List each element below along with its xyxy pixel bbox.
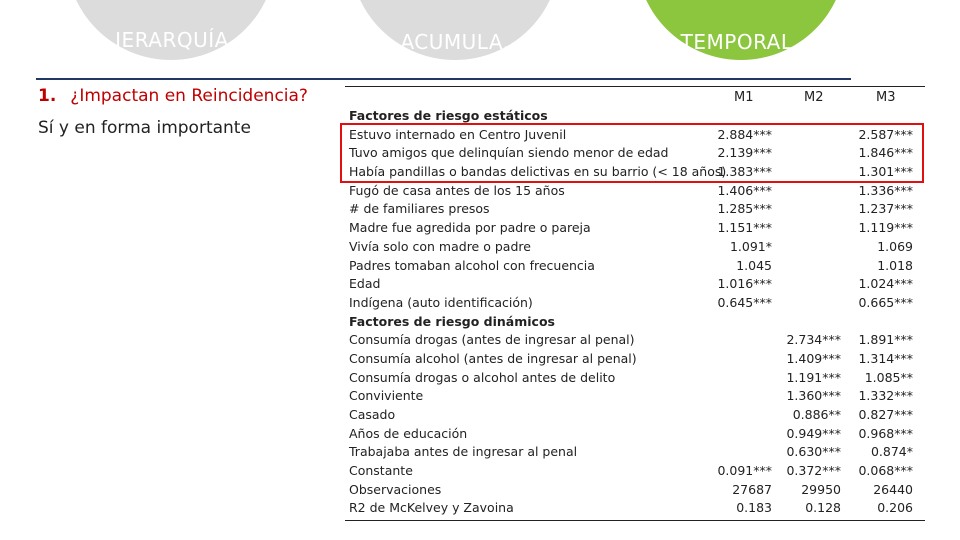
cell-m2: 29950 bbox=[801, 481, 841, 497]
row-label: Fugó de casa antes de los 15 años bbox=[349, 182, 565, 198]
cell-m1: 1.406*** bbox=[717, 182, 772, 198]
table-row bbox=[345, 182, 925, 201]
cell-m3: 26440 bbox=[873, 481, 913, 497]
row-label: Observaciones bbox=[349, 481, 442, 497]
cell-m3: 1.332*** bbox=[858, 388, 913, 404]
col-header-m3: M3 bbox=[876, 90, 896, 105]
cell-m2: 0.128 bbox=[805, 500, 841, 516]
cell-m2: 2.734*** bbox=[786, 332, 841, 348]
row-label: Indígena (auto identificación) bbox=[349, 294, 533, 310]
table-row bbox=[345, 369, 925, 388]
table-row bbox=[345, 350, 925, 369]
row-label: Había pandillas o bandas delictivas en su barrio (< 18 años) bbox=[349, 164, 727, 180]
row-label: Madre fue agredida por padre o pareja bbox=[349, 220, 591, 236]
cell-m1: 1.285*** bbox=[717, 201, 772, 217]
table-row bbox=[345, 481, 925, 500]
row-label: Edad bbox=[349, 276, 381, 292]
answer-text: Sí y en forma importante bbox=[38, 118, 251, 138]
cell-m2: 1.360*** bbox=[786, 388, 841, 404]
cell-m1: 1.016*** bbox=[717, 276, 772, 292]
table-row bbox=[345, 406, 925, 425]
table-row bbox=[345, 219, 925, 238]
cell-m2: 0.949*** bbox=[786, 425, 841, 441]
row-label: Tuvo amigos que delinquían siendo menor de edad bbox=[349, 145, 669, 161]
cell-m3: 1.314*** bbox=[858, 350, 913, 366]
row-label: Conviviente bbox=[349, 388, 424, 404]
question bbox=[38, 86, 308, 106]
cell-m1: 2.139*** bbox=[717, 145, 772, 161]
circle-label-acumula: ACUMULA. bbox=[400, 30, 510, 54]
cell-m3: 0.968*** bbox=[858, 425, 913, 441]
cell-m3: 1.018 bbox=[877, 257, 913, 273]
table-row bbox=[345, 331, 925, 350]
cell-m3: 0.206 bbox=[877, 500, 913, 516]
cell-m3: 1.301*** bbox=[858, 164, 913, 180]
cell-m2: 1.409*** bbox=[786, 350, 841, 366]
table-row bbox=[345, 238, 925, 257]
cell-m3: 0.068*** bbox=[858, 463, 913, 479]
cell-m3: 1.891*** bbox=[858, 332, 913, 348]
circle-label-jerarquia: JERARQUÍA bbox=[115, 28, 229, 52]
table-row bbox=[345, 257, 925, 276]
row-label: Años de educación bbox=[349, 425, 468, 441]
cell-m1: 1.091* bbox=[729, 238, 772, 254]
cell-m3: 1.069 bbox=[877, 238, 913, 254]
row-label: Padres tomaban alcohol con frecuencia bbox=[349, 257, 595, 273]
cell-m2: 0.886** bbox=[792, 407, 841, 422]
cell-m1: 1.045 bbox=[736, 257, 772, 273]
cell-m1: 0.645*** bbox=[717, 294, 772, 310]
col-header-m1: M1 bbox=[734, 90, 754, 105]
cell-m3: 1.085** bbox=[864, 369, 913, 385]
cell-m3: 0.874* bbox=[870, 444, 913, 460]
section-label: Factores de riesgo estáticos bbox=[349, 108, 548, 123]
cell-m3: 0.665*** bbox=[858, 294, 913, 310]
table-section-row bbox=[345, 313, 925, 332]
row-label: Consumía drogas (antes de ingresar al penal) bbox=[349, 332, 635, 348]
cell-m1: 0.091*** bbox=[717, 463, 772, 479]
cell-m3: 1.237*** bbox=[858, 201, 913, 217]
cell-m3: 1.024*** bbox=[858, 276, 913, 292]
section-label: Factores de riesgo dinámicos bbox=[349, 313, 555, 329]
cell-m1: 1.383*** bbox=[717, 164, 772, 180]
row-label: Constante bbox=[349, 463, 413, 479]
row-label: R2 de McKelvey y Zavoina bbox=[349, 500, 514, 516]
table-row bbox=[345, 200, 925, 219]
table-row bbox=[345, 387, 925, 406]
cell-m1: 2.884*** bbox=[717, 126, 772, 142]
cell-m2: 0.630*** bbox=[786, 444, 841, 460]
table-row bbox=[345, 425, 925, 444]
row-label: Consumía drogas o alcohol antes de delito bbox=[349, 369, 616, 385]
row-label: # de familiares presos bbox=[349, 201, 490, 217]
cell-m3: 0.827*** bbox=[858, 407, 913, 422]
table-header bbox=[345, 87, 925, 107]
cell-m3: 2.587*** bbox=[858, 126, 913, 142]
col-header-m2: M2 bbox=[804, 90, 824, 105]
table-row bbox=[345, 443, 925, 462]
table-row bbox=[345, 462, 925, 481]
question-text: ¿Impactan en Reincidencia? bbox=[70, 86, 308, 106]
cell-m2: 0.372*** bbox=[786, 463, 841, 479]
cell-m1: 0.183 bbox=[736, 500, 772, 516]
row-label: Casado bbox=[349, 407, 396, 422]
row-label: Vivía solo con madre o padre bbox=[349, 238, 531, 254]
cell-m1: 27687 bbox=[732, 481, 772, 497]
row-label: Estuvo internado en Centro Juvenil bbox=[349, 126, 567, 142]
table-row bbox=[345, 499, 925, 518]
header-divider bbox=[36, 78, 851, 80]
cell-m3: 1.336*** bbox=[858, 182, 913, 198]
row-label: Trabajaba antes de ingresar al penal bbox=[349, 444, 578, 460]
cell-m3: 1.119*** bbox=[858, 220, 913, 236]
cell-m3: 1.846*** bbox=[858, 145, 913, 161]
cell-m2: 1.191*** bbox=[786, 369, 841, 385]
table-bottom-rule bbox=[345, 520, 925, 521]
question-number: 1. bbox=[38, 86, 57, 106]
cell-m1: 1.151*** bbox=[717, 220, 772, 236]
row-label: Consumía alcohol (antes de ingresar al penal) bbox=[349, 350, 637, 366]
table-row bbox=[345, 275, 925, 294]
highlight-box bbox=[340, 123, 924, 183]
circle-label-temporal: TEMPORAL. bbox=[680, 30, 800, 54]
table-row bbox=[345, 294, 925, 313]
